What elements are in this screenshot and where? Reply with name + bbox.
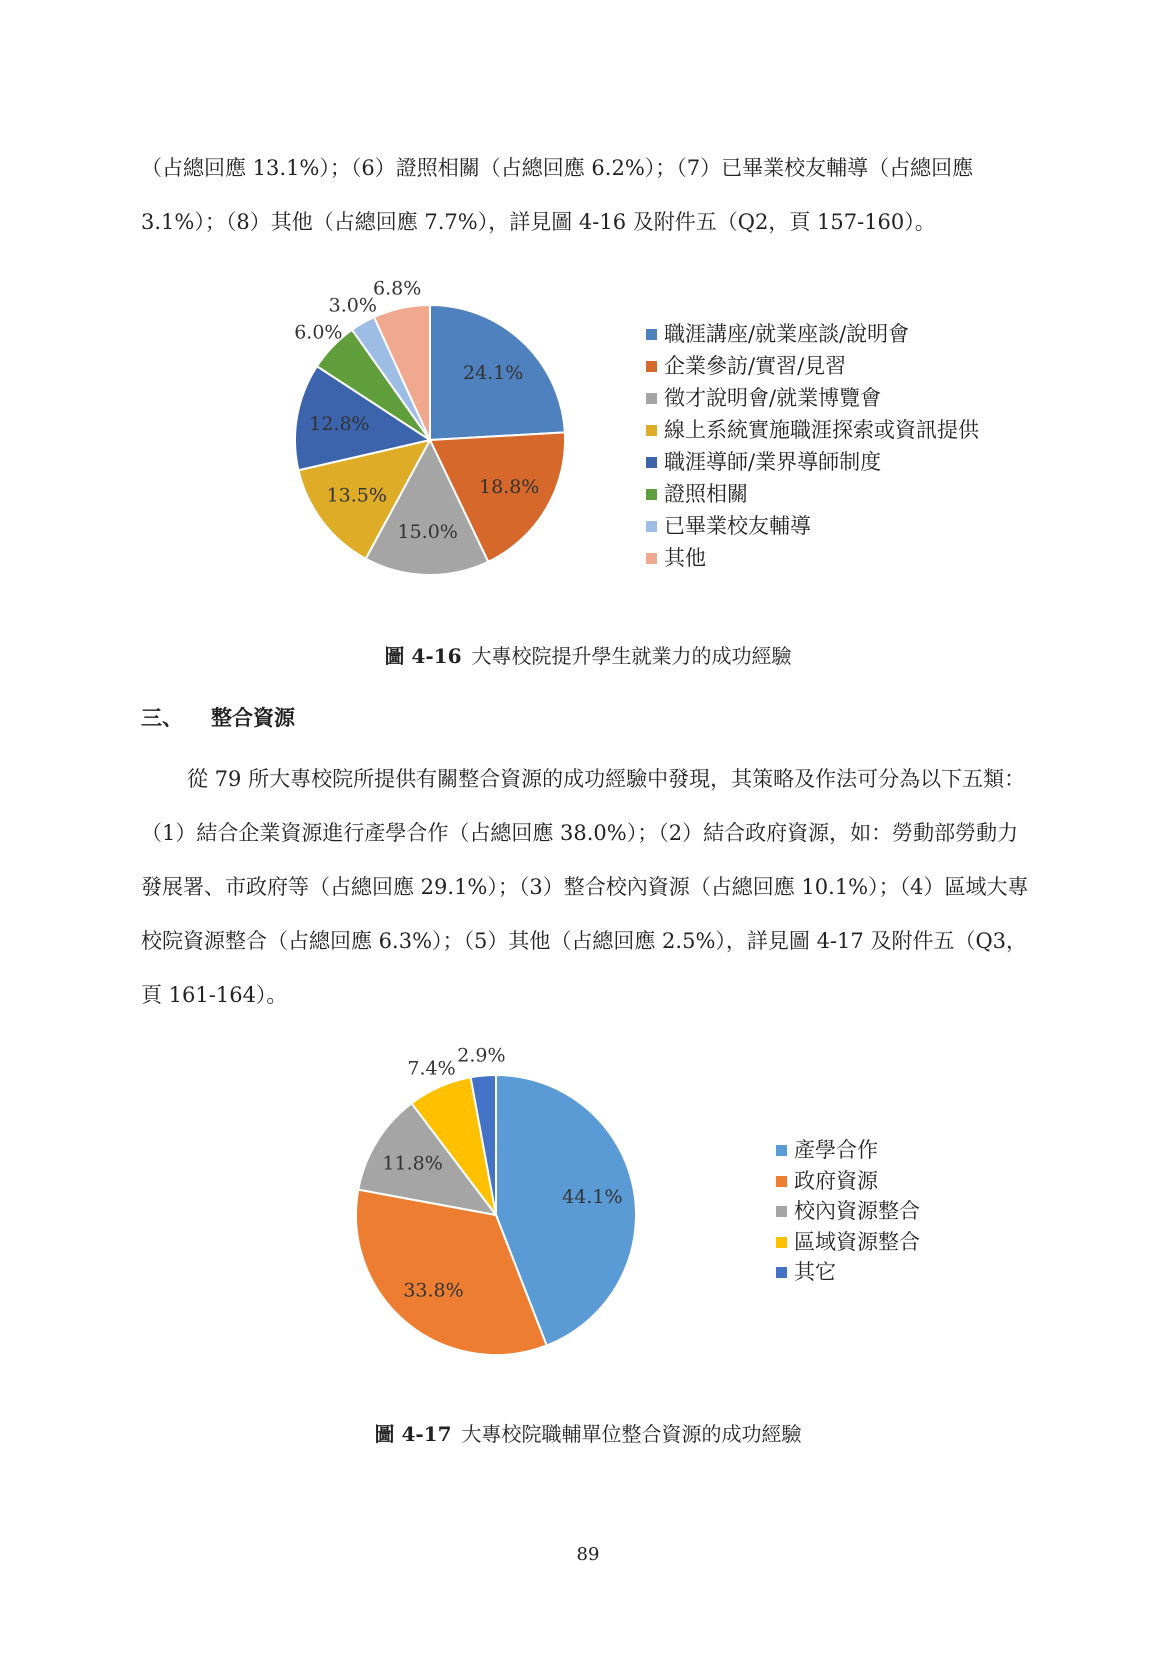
legend-label: 企業參訪/實習/見習 xyxy=(664,354,847,378)
section-heading xyxy=(141,702,295,732)
legend-item xyxy=(646,510,979,542)
legend-item xyxy=(776,1166,920,1197)
legend-label: 產學合作 xyxy=(794,1138,878,1162)
legend-item xyxy=(646,446,979,478)
paragraph-top: （占總回應 13.1%）；（6）證照相關（占總回應 6.2%）；（7）已畢業校友輔導（占總回應 3.1%）；（8）其他（占總回應 7.7%），詳見圖 4-16 及附件五（Q2，頁 157-160）。 xyxy=(141,156,974,234)
legend-swatch xyxy=(646,457,657,468)
data-label: 11.8% xyxy=(382,1152,443,1175)
legend-item xyxy=(646,414,979,446)
legend-item xyxy=(776,1227,920,1258)
legend-swatch xyxy=(646,553,657,564)
legend-chart-resource-integration xyxy=(776,1135,920,1288)
page-number: 89 xyxy=(576,1544,600,1565)
legend-swatch xyxy=(776,1206,787,1217)
legend-swatch xyxy=(646,361,657,372)
figure-caption-4-17 xyxy=(0,1418,1176,1447)
data-label: 2.9% xyxy=(457,1044,506,1067)
data-label: 3.0% xyxy=(328,294,377,317)
legend-label: 徵才說明會/就業博覽會 xyxy=(664,386,882,410)
data-label: 13.5% xyxy=(326,484,387,507)
data-label: 44.1% xyxy=(562,1185,623,1208)
legend-item xyxy=(646,478,979,510)
data-label: 18.8% xyxy=(479,475,540,498)
data-label: 15.0% xyxy=(397,520,458,543)
data-label: 6.0% xyxy=(294,321,343,344)
legend-swatch xyxy=(646,393,657,404)
legend-swatch xyxy=(776,1267,787,1278)
legend-label: 校內資源整合 xyxy=(794,1199,920,1223)
legend-item xyxy=(646,382,979,414)
legend-label: 證照相關 xyxy=(664,482,748,506)
legend-label: 線上系統實施職涯探索或資訊提供 xyxy=(664,418,979,442)
legend-swatch xyxy=(646,329,657,340)
data-label: 6.8% xyxy=(372,277,422,300)
figure-title: 大專校院職輔單位整合資源的成功經驗 xyxy=(461,1422,802,1446)
section-title: 整合資源 xyxy=(211,705,295,730)
legend-chart-employability xyxy=(646,318,979,574)
legend-swatch xyxy=(776,1145,787,1156)
figure-caption-4-16 xyxy=(0,640,1176,669)
legend-swatch xyxy=(776,1237,787,1248)
figure-title: 大專校院提升學生就業力的成功經驗 xyxy=(471,644,792,668)
legend-item xyxy=(776,1196,920,1227)
legend-label: 職涯講座/就業座談/說明會 xyxy=(664,322,910,346)
legend-label: 已畢業校友輔導 xyxy=(664,514,811,538)
legend-swatch xyxy=(646,425,657,436)
legend-label: 區域資源整合 xyxy=(794,1229,920,1254)
legend-item xyxy=(646,542,979,574)
pie-chart-employability xyxy=(270,265,590,595)
paragraph-bottom: 從 79 所大專校院所提供有關整合資源的成功經驗中發現，其策略及作法可分為以下五類：（1）結合企業資源進行產學合作（占總回應 38.0%）；（2）結合政府資源，如：勞動部勞動力發展署、市政府等（占總回應 29.1%）；（3）整合校內資源（占總回應 10.1%）；（4）區域大專校院資源整合（占總回應 6.3%）；（5）其他（占總回應 2.5%），詳見圖 4-17 及附件五（Q3，頁 161-164）。 xyxy=(141,767,1029,1007)
section-number: 三、 xyxy=(141,705,183,730)
legend-item xyxy=(646,318,979,350)
legend-label: 其它 xyxy=(794,1260,836,1284)
legend-item xyxy=(776,1135,920,1166)
figure-number: 圖 4-16 xyxy=(384,644,462,668)
figure-number: 圖 4-17 xyxy=(374,1422,452,1446)
data-label: 7.4% xyxy=(407,1057,456,1080)
legend-item xyxy=(646,350,979,382)
data-label: 12.8% xyxy=(309,412,370,435)
legend-label: 政府資源 xyxy=(794,1168,878,1193)
legend-item xyxy=(776,1257,920,1288)
data-label: 24.1% xyxy=(463,362,524,385)
legend-swatch xyxy=(646,521,657,532)
legend-swatch xyxy=(776,1176,787,1187)
data-label: 33.8% xyxy=(403,1279,464,1302)
legend-swatch xyxy=(646,489,657,500)
legend-label: 職涯導師/業界導師制度 xyxy=(664,450,882,474)
pie-chart-resource-integration xyxy=(340,1030,660,1360)
legend-label: 其他 xyxy=(664,546,706,570)
